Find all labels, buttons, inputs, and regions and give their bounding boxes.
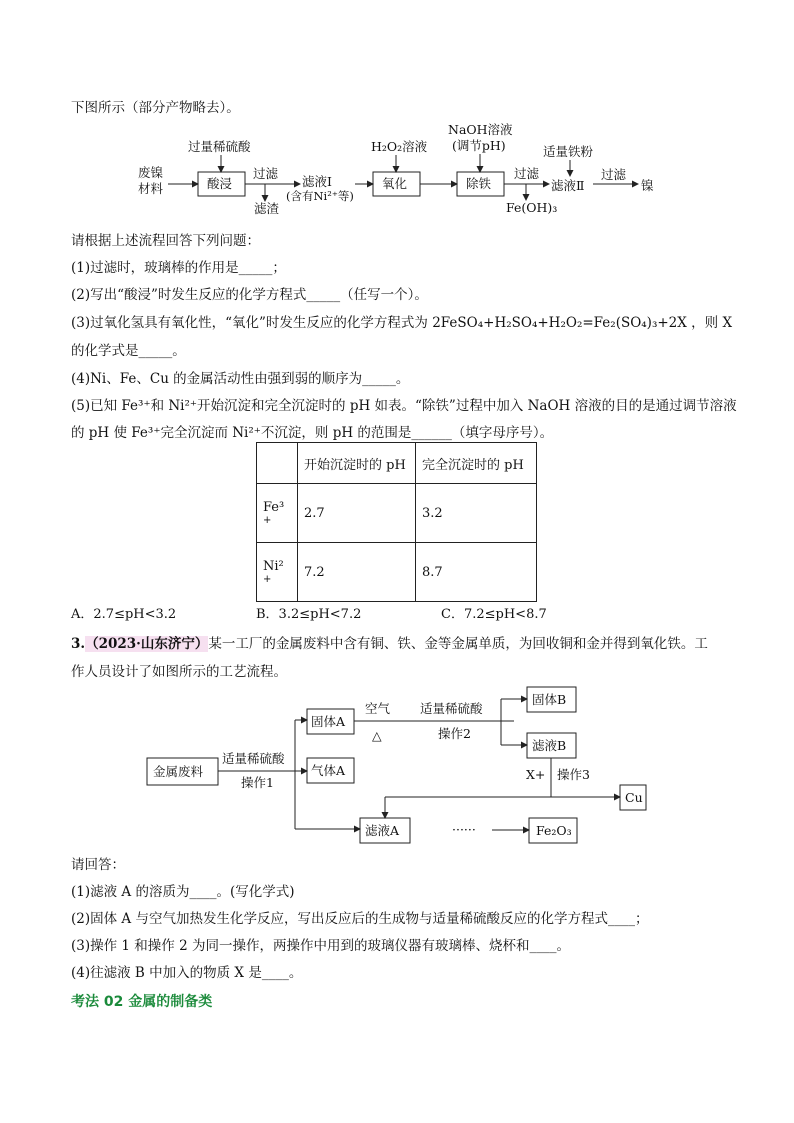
filtrate-b-label: 滤液B <box>532 738 567 753</box>
p3-question-2: (2)固体 A 与空气加热发生化学反应，写出反应后的生成物与适量稀硫酸反应的化学方程式____； <box>71 911 649 927</box>
question-3-line1: (3)过氧化氢具有氧化性，“氧化”时发生反应的化学方程式为 2FeSO₄+H₂SO₄+H₂O₂=Fe₂(SO₄)₃+2X ，则 X <box>71 315 733 331</box>
acid-label: 过量稀硫酸 <box>188 139 251 154</box>
heat-label: △ <box>372 728 382 743</box>
naoh-label: NaOH溶液 <box>448 122 513 137</box>
dots-label: ······ <box>452 822 476 837</box>
table-cell: 8.7 <box>416 543 537 602</box>
nickel-flowchart <box>130 122 670 222</box>
product-label: 镍 <box>641 178 654 193</box>
box-remove-iron-label: 除铁 <box>466 176 492 191</box>
x-plus-label: X+ <box>526 767 546 782</box>
ion-charge: + <box>263 574 272 585</box>
cu-label: Cu <box>625 790 643 805</box>
table-cell: 2.7 <box>298 484 416 543</box>
fe2o3-label: Fe₂O₃ <box>536 823 572 838</box>
table-ion-cell <box>257 543 298 602</box>
question-5-line1: (5)已知 Fe³⁺和 Ni²⁺开始沉淀和完全沉淀时的 pH 如表。“除铁”过程中加入 NaOH 溶液的目的是通过调节溶液 <box>71 398 737 414</box>
op1-label: 操作1 <box>241 775 274 790</box>
table-cell: 3.2 <box>416 484 537 543</box>
box-acid-leach-label: 酸浸 <box>207 176 233 191</box>
option-a: A．2.7≤pH<3.2 <box>71 607 177 622</box>
filtrate1-note: (含有Ni²⁺等) <box>286 189 354 203</box>
question-4: (4)Ni、Fe、Cu 的金属活动性由强到弱的顺序为_____。 <box>71 371 410 387</box>
ph-table <box>256 442 537 602</box>
table-header-cell <box>257 443 298 484</box>
intro-text: 下图所示（部分产物略去）。 <box>71 100 240 116</box>
ion-label: Ni² <box>263 559 284 574</box>
filter2-label: 过滤 <box>514 166 540 181</box>
metal-recovery-flowchart <box>140 678 660 848</box>
filtrate-a-label: 滤液A <box>365 823 400 838</box>
p3-question-1: (1)滤液 A 的溶质为____。(写化学式) <box>71 884 295 900</box>
gas-a-label: 气体A <box>311 763 346 778</box>
solid-b-label: 固体B <box>532 692 567 707</box>
question-1: (1)过滤时，玻璃棒的作用是_____； <box>71 260 286 276</box>
residue-label: 滤渣 <box>254 201 280 216</box>
p3-question-3: (3)操作 1 和操作 2 为同一操作，两操作中用到的玻璃仪器有玻璃棒、烧杯和____。 <box>71 938 570 954</box>
filter3-label: 过滤 <box>601 167 627 182</box>
table-header-cell: 完全沉淀时的 pH <box>416 443 537 484</box>
question-5-line2: 的 pH 使 Fe³⁺完全沉淀而 Ni²⁺不沉淀，则 pH 的范围是______（填字母序号）。 <box>71 425 554 441</box>
iron-powder-label: 适量铁粉 <box>543 144 594 159</box>
table-row <box>257 543 537 602</box>
section-heading: 考法 02 金属的制备类 <box>71 994 213 1010</box>
filtrate2-label: 滤液Ⅱ <box>551 178 585 193</box>
p3-question-4: (4)往滤液 B 中加入的物质 X 是____。 <box>71 965 303 981</box>
table-ion-cell <box>257 484 298 543</box>
problem-3-line2: 作人员设计了如图所示的工艺流程。 <box>71 664 287 680</box>
box-oxidize-label: 氧化 <box>382 176 408 191</box>
acid2-label: 适量稀硫酸 <box>420 701 483 716</box>
option-c: C．7.2≤pH<8.7 <box>441 607 547 622</box>
solid-a-label: 固体A <box>311 714 346 729</box>
table-row <box>257 484 537 543</box>
table-cell: 7.2 <box>298 543 416 602</box>
questions-intro: 请根据上述流程回答下列问题： <box>71 233 260 249</box>
table-header-row <box>257 443 537 484</box>
problem-number: 3. <box>71 636 86 652</box>
problem-3-line1 <box>71 632 708 652</box>
question-2: (2)写出“酸浸”时发生反应的化学方程式_____（任写一个）。 <box>71 287 428 303</box>
feoh3-label: Fe(OH)₃ <box>506 200 558 215</box>
naoh-note: (调节pH) <box>452 138 506 153</box>
acid1-label: 适量稀硫酸 <box>222 751 285 766</box>
ion-charge: + <box>263 515 272 526</box>
filter1-label: 过滤 <box>253 166 279 181</box>
ion-label: Fe³ <box>263 500 285 515</box>
op3-label: 操作3 <box>557 767 590 782</box>
h2o2-label: H₂O₂溶液 <box>371 139 428 154</box>
air-label: 空气 <box>365 701 391 716</box>
problem-source-tag: （2023·山东济宁） <box>85 636 209 652</box>
question-3-line2: 的化学式是_____。 <box>71 343 186 359</box>
problem-3-text: 某一工厂的金属废料中含有铜、铁、金等金属单质，为回收铜和金并得到氧化铁。工 <box>208 636 708 652</box>
filtrate1-label: 滤液Ⅰ <box>302 174 332 189</box>
metal-waste-label: 金属废料 <box>153 764 204 779</box>
start-material-bottom: 材料 <box>138 181 164 196</box>
op2-label: 操作2 <box>438 726 471 741</box>
table-header-cell: 开始沉淀时的 pH <box>298 443 416 484</box>
option-b: B．3.2≤pH<7.2 <box>256 607 362 622</box>
answer-prompt: 请回答： <box>71 857 125 873</box>
start-material-top: 废镍 <box>138 165 164 180</box>
